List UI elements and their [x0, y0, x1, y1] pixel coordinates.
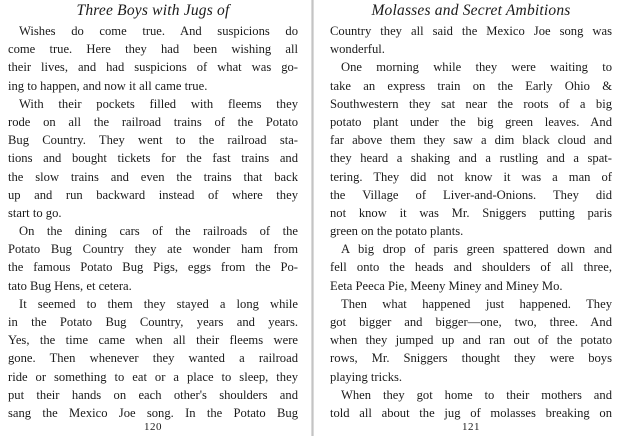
right-page: [330, 0, 612, 436]
text-line: Eeta Peeca Pie, Meeny Miney and Miney Mo.: [330, 278, 563, 293]
text-line: tions and bought tickets for the fast trains and: [8, 151, 298, 166]
text-line: Wishes do come true. And suspicions do: [19, 24, 298, 38]
text-line: One morning while they were waiting to: [341, 60, 612, 75]
text-line: far above them they saw a dim black cloud and: [330, 133, 612, 148]
text-line: When they got home to their mothers and: [341, 387, 612, 402]
text-line: rode on all the railroad trains of the Potato: [8, 114, 298, 129]
text-line: ride or something to eat or a place to sleep, they: [8, 369, 298, 384]
text-line: It seemed to them they stayed a long while: [19, 296, 298, 311]
text-line: sang the Mexico Joe song. In the Potato Bug: [8, 405, 298, 420]
text-line: fell onto the heads and shoulders of all three,: [330, 260, 612, 275]
text-line: Potato Bug Country they ate wonder ham from: [8, 242, 298, 257]
text-line: rows, Mr. Sniggers thought they were boys: [330, 351, 612, 366]
text-line: green on the potato plants.: [330, 224, 464, 239]
text-line: ing to happen, and now it all came true.: [8, 78, 208, 93]
text-line: their lives, and had suspicions of what was go-: [8, 60, 298, 75]
text-line: the famous Potato Bug Pigs, eggs from the Po-: [8, 260, 298, 275]
text-line: wonderful.: [330, 42, 385, 57]
book-gutter: [311, 0, 314, 436]
text-line: Yes, the time came when all their fleems were: [8, 333, 298, 348]
text-line: start to go.: [8, 205, 62, 220]
text-line: told all about the jug of molasses breaking on: [330, 405, 612, 420]
text-line: tering. They did not know it was a man of: [330, 169, 612, 184]
text-line: put their hands on each other's shoulders and: [8, 387, 298, 402]
left-page-body: [8, 22, 298, 422]
left-page: [8, 0, 298, 436]
text-line: come true. Here they had been wishing all: [8, 42, 298, 57]
text-line: got bigger and bigger—one, two, three. And: [330, 315, 612, 329]
text-line: tato Bug Hens, et cetera.: [8, 278, 132, 293]
text-line: take an express train on the Early Ohio &: [330, 78, 612, 93]
text-line: in the Potato Bug Country, years and years.: [8, 315, 298, 329]
text-line: gone. Then whenever they wanted a railroad: [8, 351, 298, 366]
text-line: the slow trains and even the trains that back: [8, 169, 298, 184]
text-line: Bug Country. They went to the railroad sta-: [8, 133, 298, 148]
text-line: when they jumped up and ran out of the potato: [330, 333, 612, 348]
text-line: up and run backward instead of where they: [8, 187, 298, 202]
text-line: they heard a shaking and a rustling and a spat-: [330, 151, 612, 166]
text-line: Southwestern they sat near the roots of a big: [330, 96, 612, 111]
text-line: On the dining cars of the railroads of the: [19, 224, 298, 239]
left-page-number: 120: [144, 421, 162, 433]
text-line: the Village of Liver-and-Onions. They did: [330, 187, 612, 202]
text-line: playing tricks.: [330, 369, 403, 384]
right-page-body: [330, 22, 612, 422]
text-line: With their pockets filled with fleems they: [19, 96, 298, 111]
text-line: not know it was Mr. Sniggers putting paris: [330, 205, 612, 220]
right-page-number: 121: [462, 421, 480, 433]
text-line: Country they all said the Mexico Joe song was: [330, 24, 612, 38]
text-line: Then what happened just happened. They: [341, 296, 612, 311]
text-line: potato plant under the big green leaves. And: [330, 114, 612, 129]
left-running-head: Three Boys with Jugs of: [76, 2, 230, 19]
right-running-head: Molasses and Secret Ambitions: [371, 2, 571, 19]
text-line: A big drop of paris green spattered down and: [341, 242, 612, 257]
